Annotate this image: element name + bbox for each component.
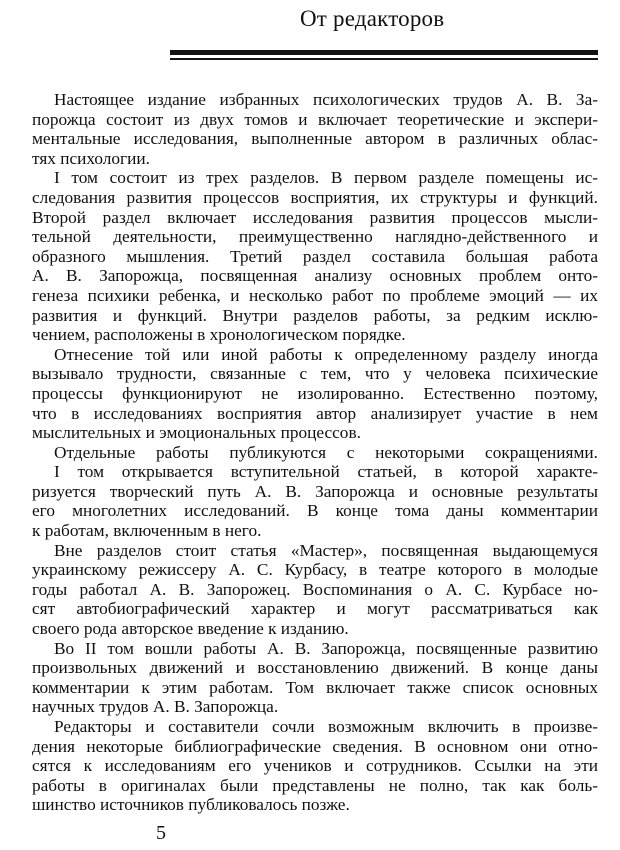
text-line: образного мышления. Третий раздел составила большая работа [32,246,598,266]
text-line: А. В. Запорожца, посвященная анализу основных проблем онто- [32,266,598,286]
text-line: Второй раздел включает исследования развития процессов мысли- [32,207,598,227]
text-line: Вне разделов стоит статья «Мастер», посвященная выдающемуся [54,540,598,560]
text-line: тях психологии. [32,148,150,168]
page-number: 5 [156,822,166,844]
text-line: следования развития процессов восприятия, их структуры и функций. [32,187,598,207]
text-line: шинство источников публиковалось позже. [32,795,350,815]
text-line: его многолетних исследований. В конце тома даны комментарии [32,501,598,521]
text-line: своего рода авторское введение к изданию. [32,619,349,639]
text-line: порожца состоит из двух томов и включает теоретические и экспери- [32,109,598,129]
text-line: дения некоторые библиографические сведения. В основном они отно- [32,736,598,756]
text-line: сятся к исследованиям его учеников и сотрудников. Ссылки на эти [32,756,598,776]
text-line: украинскому режиссеру А. С. Курбасу, в театре которого в молодые [32,560,598,580]
text-line: мыслительных и эмоциональных процессов. [32,423,361,443]
text-line: генеза психики ребенка, и несколько работ по проблеме эмоций — их [32,285,598,305]
text-line: что в исследованиях восприятия автор анализирует участие в нем [32,403,598,423]
text-line: работы в оригиналах были представлены не полно, так как боль- [32,775,598,795]
text-line: I том состоит из трех разделов. В первом разделе помещены ис- [54,168,598,188]
text-line: Настоящее издание избранных психологических трудов А. В. За- [54,90,598,109]
text-line: комментарии к этим работам. Том включает также список основных [32,677,598,697]
text-line: чением, расположены в хронологическом порядке. [32,325,406,345]
text-line: сят автобиографический характер и могут рассматриваться как [32,599,598,619]
header-rule-thin [170,58,598,60]
text-line: научных трудов А. В. Запорожца. [32,697,279,717]
text-line: произвольных движений и восстановлению движений. В конце даны [32,658,598,678]
body-text [32,90,598,815]
text-line: ментальные исследования, выполненные автором в различных облас- [32,129,598,149]
text-line: I том открывается вступительной статьей, в которой характе- [54,462,598,482]
text-line: Во II том вошли работы А. В. Запорожца, посвященные развитию [54,638,598,658]
text-line: ризуется творческий путь А. В. Запорожца и основные результаты [32,481,598,501]
page-title: От редакторов [300,6,445,31]
text-line: Редакторы и составители сочли возможным включить в произве- [54,717,598,736]
text-line: к работам, включенным в него. [32,521,262,541]
text-line: годы работал А. В. Запорожец. Воспоминания о А. С. Курбасе но- [32,579,598,599]
text-line: тельной деятельности, преимущественно наглядно-действенного и [32,227,598,247]
text-line: Отнесение той или иной работы к определенному разделу иногда [54,344,598,364]
text-line: процессы функционируют не изолированно. Естественно поэтому, [32,383,598,403]
text-line: развития и функций. Внутри разделов работы, за редким исклю- [32,305,598,325]
text-line: Отдельные работы публикуются с некоторыми сокращениями. [54,442,598,462]
header-rule-thick [170,50,598,55]
text-line: вызывало трудности, связанные с тем, что у человека психические [32,364,598,384]
